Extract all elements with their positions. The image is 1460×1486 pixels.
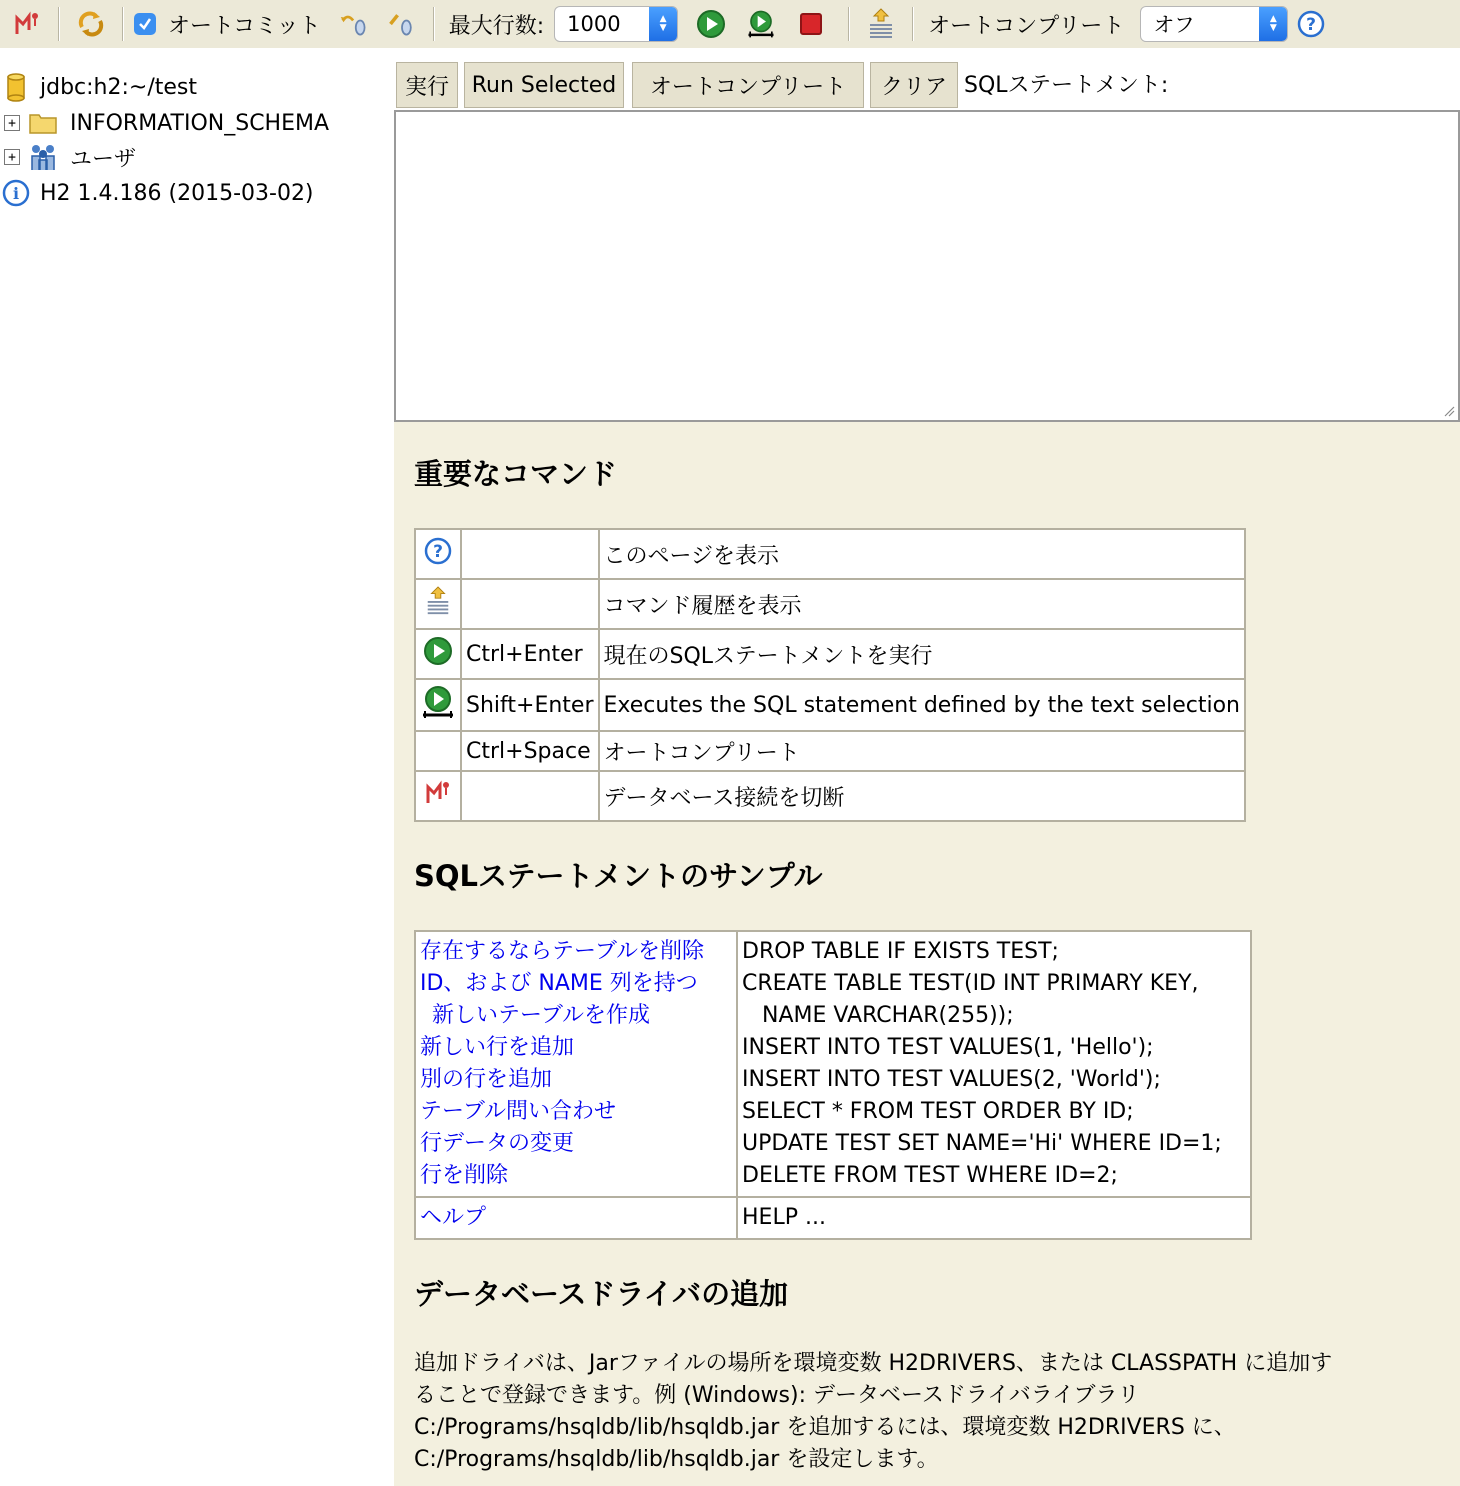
stop-icon[interactable]	[796, 9, 826, 39]
run-button[interactable]: 実行	[396, 62, 458, 108]
command-row	[415, 629, 1245, 679]
version-text: H2 1.4.186 (2015-03-02)	[40, 180, 314, 206]
main-panel	[394, 56, 1460, 1486]
run-icon	[423, 636, 453, 666]
max-rows-select[interactable]	[554, 6, 678, 42]
commands-table	[414, 528, 1246, 822]
commit-icon[interactable]	[387, 9, 417, 39]
sample-sql: DROP TABLE IF EXISTS TEST;	[742, 939, 1059, 964]
command-key: Shift+Enter	[461, 679, 599, 731]
database-icon	[6, 72, 26, 102]
help-link-cell	[415, 1197, 737, 1239]
sample-sql: CREATE TABLE TEST(ID INT PRIMARY KEY,	[742, 971, 1199, 996]
command-icon-cell	[415, 771, 461, 821]
command-icon-cell	[415, 579, 461, 629]
command-icon-cell	[415, 529, 461, 579]
select-arrows-icon: ▲ ▼	[649, 7, 677, 41]
sql-input[interactable]	[394, 110, 1460, 422]
sample-sql: DELETE FROM TEST WHERE ID=2;	[742, 1163, 1118, 1188]
sample-link-create-cont[interactable]: 新しいテーブルを作成	[432, 1003, 651, 1028]
command-icon-cell	[415, 679, 461, 731]
samples-row	[415, 931, 1251, 1197]
toolbar-separator	[433, 7, 435, 41]
tree-item-users[interactable]	[4, 140, 136, 174]
driver-paragraph	[414, 1348, 1332, 1476]
connection-url: jdbc:h2:~/test	[40, 74, 197, 100]
disconnect-icon	[424, 779, 452, 807]
run-selected-button[interactable]: Run Selected	[464, 62, 624, 108]
command-icon-cell	[415, 731, 461, 771]
sample-sql: NAME VARCHAR(255));	[762, 1003, 1014, 1028]
svg-text:?: ?	[1306, 15, 1317, 35]
disconnect-icon[interactable]	[12, 9, 42, 39]
toolbar-separator	[912, 7, 914, 41]
command-row	[415, 579, 1245, 629]
command-row	[415, 679, 1245, 731]
database-tree	[0, 56, 394, 1486]
refresh-icon[interactable]	[76, 9, 106, 39]
samples-row	[415, 1197, 1251, 1239]
samples-labels-cell	[415, 931, 737, 1197]
sample-link-insert1[interactable]: 新しい行を追加	[420, 1035, 575, 1060]
toolbar-separator	[848, 7, 850, 41]
sample-link-insert2[interactable]: 別の行を追加	[420, 1067, 553, 1092]
sample-sql: INSERT INTO TEST VALUES(2, 'World');	[742, 1067, 1161, 1092]
command-key: Ctrl+Space	[461, 731, 599, 771]
command-desc: コマンド履歴を表示	[599, 579, 1246, 629]
svg-text:i: i	[12, 184, 20, 203]
autocommit-checkbox[interactable]	[134, 13, 156, 35]
resize-grip-icon[interactable]	[1443, 405, 1455, 417]
command-desc: 現在のSQLステートメントを実行	[599, 629, 1246, 679]
autocomplete-select[interactable]	[1140, 6, 1288, 42]
sample-sql: HELP ...	[742, 1205, 826, 1230]
command-row	[415, 731, 1245, 771]
toolbar	[0, 0, 1460, 48]
max-rows-label: 最大行数:	[448, 13, 545, 39]
autocomplete-value: オフ	[1153, 13, 1195, 37]
help-sql-cell	[737, 1197, 1251, 1239]
command-desc: Executes the SQL statement defined by the text selection	[599, 679, 1246, 731]
help-icon[interactable]	[1296, 9, 1326, 39]
autocomplete-label: オートコンプリート	[928, 13, 1125, 39]
sample-sql: SELECT * FROM TEST ORDER BY ID;	[742, 1099, 1134, 1124]
folder-icon	[28, 111, 58, 135]
history-icon[interactable]	[866, 9, 896, 39]
select-arrows-icon: ▲ ▼	[1259, 7, 1287, 41]
command-key	[461, 579, 599, 629]
driver-heading: データベースドライバの追加	[414, 1277, 789, 1311]
command-desc: データベース接続を切断	[599, 771, 1246, 821]
max-rows-value: 1000	[567, 12, 621, 36]
command-desc: オートコンプリート	[599, 731, 1246, 771]
sample-link-help[interactable]: ヘルプ	[420, 1205, 487, 1230]
users-icon	[28, 142, 58, 172]
command-row	[415, 529, 1245, 579]
command-icon-cell	[415, 629, 461, 679]
tree-connection[interactable]	[6, 70, 197, 104]
important-commands-heading: 重要なコマンド	[414, 457, 618, 491]
sql-samples-heading: SQLステートメントのサンプル	[414, 859, 823, 893]
history-icon	[424, 584, 452, 618]
run-selected-icon	[420, 685, 456, 719]
toolbar-separator	[58, 7, 60, 41]
svg-text:?: ?	[433, 542, 443, 562]
run-icon[interactable]	[696, 9, 726, 39]
sample-sql: INSERT INTO TEST VALUES(1, 'Hello');	[742, 1035, 1154, 1060]
command-row	[415, 771, 1245, 821]
autocommit-label: オートコミット	[168, 13, 321, 39]
sample-sql: UPDATE TEST SET NAME='Hi' WHERE ID=1;	[742, 1131, 1222, 1156]
query-toolbar	[394, 56, 1460, 110]
tree-version	[2, 176, 314, 210]
sample-link-drop[interactable]: 存在するならテーブルを削除	[420, 939, 705, 964]
samples-table	[414, 930, 1252, 1240]
tree-item-label: INFORMATION_SCHEMA	[70, 110, 330, 136]
driver-line: 追加ドライバは、Jarファイルの場所を環境変数 H2DRIVERS、または CLASSPATH に追加す	[414, 1351, 1333, 1376]
sample-link-select[interactable]: テーブル問い合わせ	[420, 1099, 617, 1124]
sample-link-delete[interactable]: 行を削除	[420, 1163, 509, 1188]
tree-item-label: ユーザ	[70, 146, 137, 172]
sample-link-create[interactable]: ID、および NAME 列を持つ	[420, 971, 698, 996]
command-desc: このページを表示	[599, 529, 1246, 579]
sample-link-update[interactable]: 行データの変更	[420, 1131, 575, 1156]
info-icon	[2, 179, 30, 207]
sql-statement-label: SQLステートメント:	[964, 73, 1169, 98]
rollback-icon[interactable]	[339, 9, 369, 39]
driver-line: C:/Programs/hsqldb/lib/hsqldb.jar を追加するには、環境変数 H2DRIVERS に、	[414, 1415, 1236, 1440]
command-key: Ctrl+Enter	[461, 629, 599, 679]
clear-button[interactable]: クリア	[870, 62, 958, 108]
expand-icon[interactable]: +	[4, 115, 20, 131]
expand-icon[interactable]: +	[4, 149, 20, 165]
command-key	[461, 771, 599, 821]
toolbar-separator	[122, 7, 124, 41]
help-icon	[423, 536, 453, 566]
command-key	[461, 529, 599, 579]
run-selected-icon[interactable]	[746, 9, 776, 39]
autocomplete-button[interactable]: オートコンプリート	[632, 62, 864, 108]
driver-line: ることで登録できます。例 (Windows): データベースドライバライブラリ	[414, 1383, 1140, 1408]
samples-sql-cell	[737, 931, 1251, 1197]
driver-line: C:/Programs/hsqldb/lib/hsqldb.jar を設定します。	[414, 1447, 939, 1472]
tree-item-information-schema[interactable]	[4, 106, 329, 140]
